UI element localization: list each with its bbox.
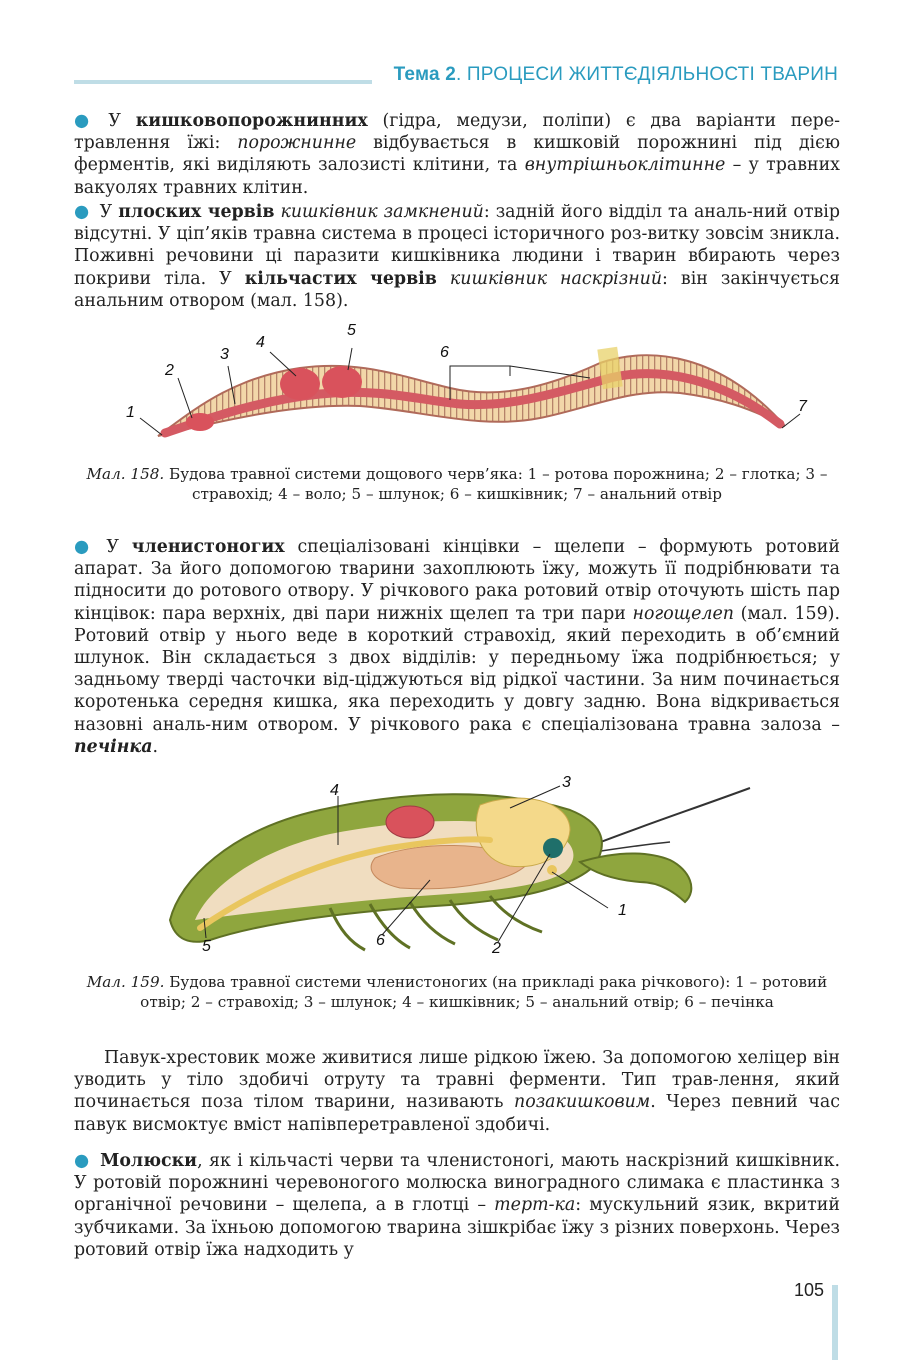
header-title: Тема 2. ПРОЦЕСИ ЖИТТЄДІЯЛЬНОСТІ ТВАРИН (393, 64, 838, 85)
crayfish-illustration (150, 770, 790, 965)
label-4: 4 (330, 782, 339, 799)
label-3: 3 (562, 774, 571, 791)
crayfish-antenna (580, 788, 750, 850)
paragraph-spider: Павук-хрестовик може живитися лише рідкою їжею. За допомогою хеліцер він уводить у тіло здобичі отруту та травні ферменти. Тип трав-лення, який починається поза тілом тварини, називають позакишковим. Через певний час павук висмоктує вміст напівперетравленої здобичі. (74, 1048, 840, 1135)
crayfish-claw (580, 854, 691, 903)
page-header (0, 60, 918, 90)
paragraph-worms: ● У плоских червів кишківник замкнений: задній його відділ та аналь-ний отвір відсутні. У ціп’яків травна система в процесі історичного роз-витку зовсім зникла. Поживні речовини ці паразити кишківника людини і тварин вбирають через покриви тіла. У кільчастих червів кишківник наскрізний: він закінчується анальним отвором (мал. 158). (74, 202, 840, 311)
label-6: 6 (376, 932, 385, 949)
worm-crop (280, 368, 320, 400)
crayfish-esophagus (543, 838, 563, 858)
worm-pharynx (186, 413, 214, 431)
label-1: 1 (618, 902, 627, 919)
bullet-icon: ● (74, 111, 99, 131)
crayfish-heart (386, 806, 434, 838)
paragraph-coelenterates: ● У кишковопорожнинних (гідра, медузи, поліпи) є два варіанти пере-травлення їжі: порожнинне відбувається в кишковій порожнині під дією ферментів, які виділяють залозисті клітини, та внутрішньоклітинне – у травних вакуолях травних клітин. (74, 111, 840, 198)
worm-body (158, 355, 785, 436)
label-6: 6 (440, 344, 449, 361)
caption-figure-158: Мал. 158. Будова травної системи дощового черв’яка: 1 – ротова порожнина; 2 – глотка; 3 – стравохід; 4 – воло; 5 – шлунок; 6 – кишківник; 7 – анальний отвір (86, 465, 828, 503)
bullet-icon: ● (74, 537, 97, 557)
caption-figure-159: Мал. 159. Будова травної системи членистоногих (на прикладі рака річкового): 1 – ротовий отвір; 2 – стравохід; 3 – шлунок; 4 – кишківник; 5 – анальний отвір; 6 – печінка (86, 973, 828, 1011)
page-number: 105 (794, 1280, 825, 1300)
figure-earthworm (120, 318, 820, 458)
page-edge-bar (832, 1285, 838, 1360)
figure-crayfish (150, 770, 790, 965)
label-7: 7 (798, 398, 807, 415)
label-2: 2 (492, 940, 501, 957)
worm-stomach (322, 366, 362, 398)
paragraph-molluscs: ● Молюски, як і кільчасті черви та членистоногі, мають наскрізний кишківник. У ротовій порожнині черевоногого молюска виноградного слимака є пластинка з органічної речовини – щелепа, а в глотці – терт-ка: мускульний язик, вкритий зубчиками. За їхньою допомогою тварина зішкрібає їжу з різних поверхонь. Через ротовий отвір їжа надходить у (74, 1151, 840, 1260)
label-5: 5 (347, 322, 356, 339)
paragraph-arthropods: ● У членистоногих спеціалізовані кінцівки – щелепи – формують ротовий апарат. За його допомогою тварини захоплюють їжу, можуть її подрібнювати та підносити до ротового отвору. У річкового рака ротовий отвір оточують шість пар кінцівок: пара верхніх, дві пари нижніх щелеп та три пари ногощелеп (мал. 159). Ротовий отвір у нього веде в короткий стравохід, який переходить в об’ємний шлунок. Він складається з двох відділів: у передньому їжа подрібнюється; у задньому тверді часточки від-ціджуються від рідкої частини. За ним починається коротенька середня кишка, яка переходить у довгу задню. Вона відкривається назовні аналь-ним отвором. У річкового рака є спеціалізована травна залоза – печінка. (74, 537, 840, 757)
label-4: 4 (256, 334, 265, 351)
label-3: 3 (220, 346, 229, 363)
header-rule (74, 80, 372, 84)
crayfish-mouth (547, 865, 557, 875)
earthworm-illustration (120, 318, 820, 458)
label-2: 2 (165, 362, 174, 379)
label-1: 1 (126, 404, 135, 421)
label-5: 5 (202, 938, 211, 955)
bullet-icon: ● (74, 202, 90, 222)
bullet-icon: ● (74, 1151, 91, 1171)
